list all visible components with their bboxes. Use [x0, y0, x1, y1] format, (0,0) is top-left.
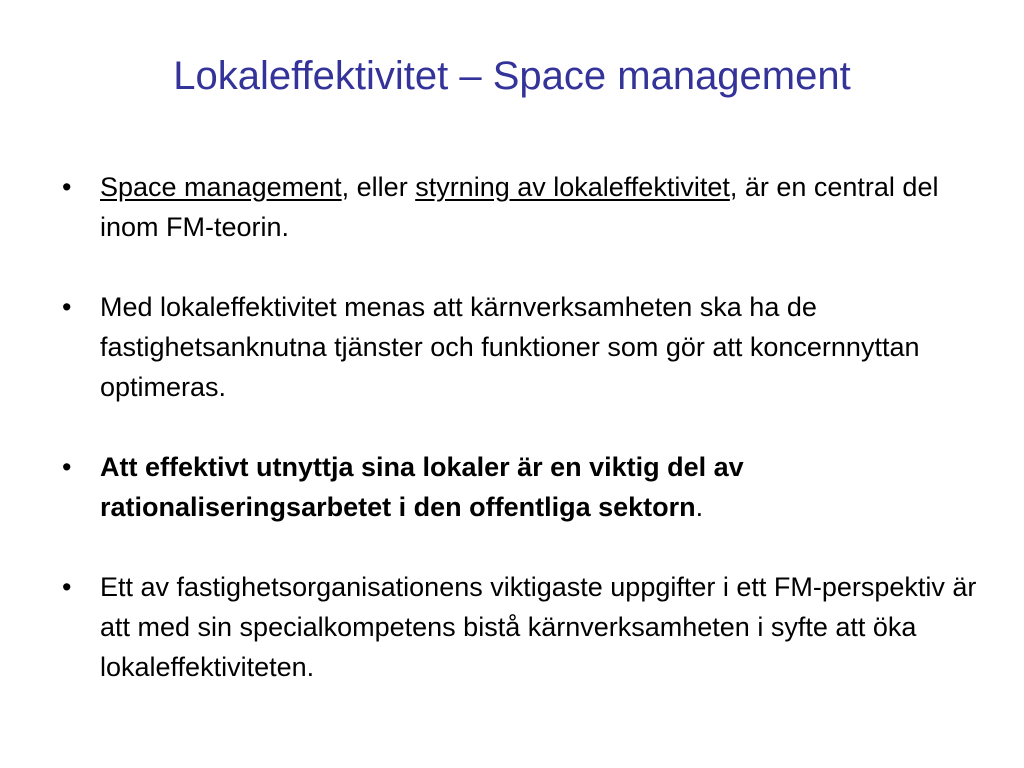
bullet-list: [62, 167, 982, 727]
bullet-dot-icon: •: [62, 452, 72, 482]
bullet-text-rest: , är en central del inom FM-teorin.: [100, 172, 939, 242]
bullet-text-period: .: [695, 492, 704, 522]
bullet-term-styrning: styrning av lokaleffektivitet: [415, 172, 730, 202]
bullet-text-separator: , eller: [341, 172, 416, 202]
bullet-dot-icon: •: [62, 292, 72, 322]
bullet-item-space-management: [62, 167, 982, 247]
bullet-term-space-management: Space management: [100, 172, 342, 202]
bullet-text: Med lokaleffektivitet menas att kärnverksamheten ska ha de fastighetsanknutna tjänster och funktioner som gör att koncernnyttan optimeras.: [100, 292, 920, 402]
bullet-dot-icon: •: [62, 572, 72, 602]
bullet-item-definition: [62, 287, 982, 407]
bullet-item-rationalisering: [62, 447, 982, 527]
bullet-item-fm-perspektiv: [62, 567, 982, 687]
bullet-dot-icon: •: [62, 172, 72, 202]
bullet-text: Ett av fastighetsorganisationens viktigaste uppgifter i ett FM-perspektiv är att med sin specialkompetens bistå kärnverksamheten i syfte att öka lokaleffektiviteten.: [100, 572, 977, 682]
slide-title: Lokaleffektivitet – Space management: [173, 54, 851, 98]
bullet-text-bold: Att effektivt utnyttja sina lokaler är en viktig del av rationaliseringsarbetet i den offentliga sektorn: [100, 452, 744, 522]
